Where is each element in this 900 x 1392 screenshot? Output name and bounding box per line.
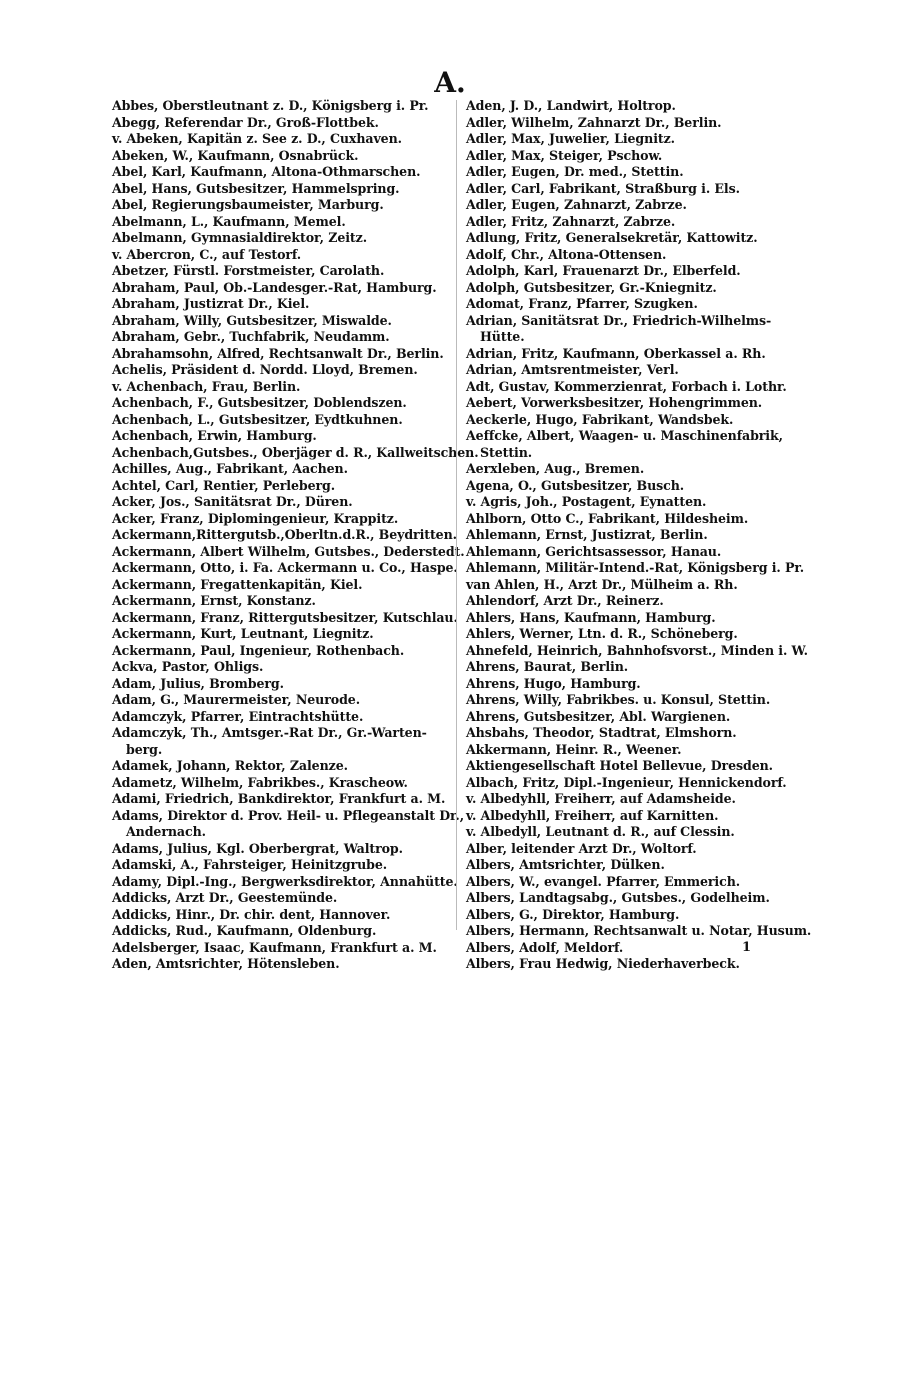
directory-entry: Abraham, Justizrat Dr., Kiel. [112, 296, 310, 311]
directory-entry: Aden, J. D., Landwirt, Holtrop. [466, 98, 676, 113]
directory-entry: Ahrens, Gutsbesitzer, Abl. Wargienen. [466, 708, 731, 724]
directory-entry: Akkermann, Heinr. R., Weener. [466, 741, 682, 757]
directory-entry: Abetzer, Fürstl. Forstmeister, Carolath. [112, 263, 385, 278]
directory-entry: Ackermann, Fregattenkapitän, Kiel. [112, 576, 363, 592]
directory-entry: Adam, Julius, Bromberg. [112, 675, 284, 691]
directory-entry: v. Abeken, Kapitän z. See z. D., Cuxhaven. [112, 131, 402, 146]
directory-entry: Achtel, Carl, Rentier, Perleberg. [112, 477, 336, 493]
directory-entry: Albers, Hermann, Rechtsanwalt u. Notar, Husum. [466, 923, 812, 938]
directory-entry: Adler, Carl, Fabrikant, Straßburg i. Els. [466, 180, 740, 196]
directory-entry: Ahlemann, Ernst, Justizrat, Berlin. [466, 527, 708, 542]
directory-entry: Aeffcke, Albert, Waagen- u. Maschinenfabrik, [466, 428, 783, 443]
directory-entry: Albach, Fritz, Dipl.-Ingenieur, Hennickendorf. [466, 774, 787, 790]
directory-entry: v. Albedyll, Leutnant d. R., auf Clessin. [466, 824, 735, 839]
directory-entry: Aebert, Vorwerksbesitzer, Hohengrimmen. [466, 395, 763, 410]
directory-entry: Ackermann, Albert Wilhelm, Gutsbes., Dederstedt. [112, 543, 465, 559]
directory-entry: Aeckerle, Hugo, Fabrikant, Wandsbek. [466, 411, 734, 427]
directory-entry: Abel, Karl, Kaufmann, Altona-Othmarschen. [112, 164, 421, 179]
directory-entry: v. Albedyhll, Freiherr, auf Karnitten. [466, 807, 719, 823]
directory-entry: Aden, Amtsrichter, Hötensleben. [112, 956, 340, 971]
directory-entry: Adelsberger, Isaac, Kaufmann, Frankfurt a. M. [112, 939, 437, 955]
directory-entry: Addicks, Arzt Dr., Geestemünde. [112, 890, 338, 905]
directory-entry: Adam, G., Maurermeister, Neurode. [112, 692, 360, 707]
directory-entry: Abegg, Referendar Dr., Groß-Flottbek. [112, 114, 379, 130]
directory-entry: Ahlborn, Otto C., Fabrikant, Hildesheim. [466, 510, 749, 526]
directory-entry: Ahnefeld, Heinrich, Bahnhofsvorst., Minden i. W. [466, 642, 808, 658]
directory-entry: Ahlers, Werner, Ltn. d. R., Schöneberg. [466, 626, 738, 641]
directory-entry: Adams, Julius, Kgl. Oberbergrat, Waltrop. [112, 840, 403, 856]
directory-entry: Abeken, W., Kaufmann, Osnabrück. [112, 147, 359, 163]
directory-entry: Achilles, Aug., Fabrikant, Aachen. [112, 461, 348, 476]
directory-entry: v. Abercron, C., auf Testorf. [112, 246, 302, 262]
directory-entry: Aktiengesellschaft Hotel Bellevue, Dresden. [466, 758, 773, 773]
directory-entry: Adler, Eugen, Dr. med., Stettin. [466, 164, 684, 179]
directory-entry: Albers, Amtsrichter, Dülken. [466, 857, 665, 872]
directory-entry: Adolph, Gutsbesitzer, Gr.-Kniegnitz. [466, 279, 717, 295]
directory-entry: Adrian, Fritz, Kaufmann, Oberkassel a. Rh. [466, 345, 766, 361]
directory-entry: Adt, Gustav, Kommerzienrat, Forbach i. Lothr. [466, 378, 787, 394]
directory-entry: Abelmann, Gymnasialdirektor, Zeitz. [112, 230, 367, 245]
directory-entry: Abel, Hans, Gutsbesitzer, Hammelspring. [112, 180, 400, 196]
column-divider [456, 100, 457, 930]
left-column [112, 98, 479, 973]
directory-entry: Acker, Franz, Diplomingenieur, Krappitz. [112, 510, 399, 526]
directory-entry: Achenbach, Erwin, Hamburg. [112, 428, 317, 443]
directory-entry: Abelmann, L., Kaufmann, Memel. [112, 213, 346, 229]
directory-entry: Ackermann, Franz, Rittergutsbesitzer, Kutschlau. [112, 609, 458, 625]
directory-entry: Ahlemann, Militär-Intend.-Rat, Königsberg i. Pr. [466, 560, 805, 575]
directory-entry: berg. [126, 741, 163, 757]
directory-entry: Albers, G., Direktor, Hamburg. [466, 906, 680, 922]
directory-entry: Abbes, Oberstleutnant z. D., Königsberg i. Pr. [112, 98, 429, 113]
directory-entry: Abrahamsohn, Alfred, Rechtsanwalt Dr., Berlin. [112, 345, 444, 361]
directory-entry: Abraham, Paul, Ob.-Landesger.-Rat, Hamburg. [112, 279, 437, 295]
directory-entry: Ackermann, Paul, Ingenieur, Rothenbach. [112, 642, 405, 658]
directory-entry: Ahrens, Willy, Fabrikbes. u. Konsul, Stettin. [466, 692, 771, 707]
directory-entry: Alber, leitender Arzt Dr., Woltorf. [466, 840, 697, 856]
right-column [466, 98, 812, 973]
page-number: 1 [742, 940, 752, 955]
directory-entry: Adamczyk, Th., Amtsger.-Rat Dr., Gr.-Warten- [112, 725, 427, 740]
page-letter-heading: A. [434, 66, 466, 99]
directory-entry: Addicks, Rud., Kaufmann, Oldenburg. [112, 923, 377, 938]
directory-entry: Addicks, Hinr., Dr. chir. dent, Hannover. [112, 906, 391, 922]
directory-entry: Ahlers, Hans, Kaufmann, Hamburg. [466, 609, 716, 625]
directory-entry: Albers, Frau Hedwig, Niederhaverbeck. [466, 956, 740, 971]
directory-entry: Adlung, Fritz, Generalsekretär, Kattowitz. [466, 230, 758, 245]
directory-entry: v. Agris, Joh., Postagent, Eynatten. [466, 494, 707, 509]
directory-entry: Achelis, Präsident d. Nordd. Lloyd, Bremen. [112, 362, 418, 377]
directory-entry: v. Albedyhll, Freiherr, auf Adamsheide. [466, 791, 736, 806]
directory-entry: Adler, Eugen, Zahnarzt, Zabrze. [466, 197, 687, 212]
directory-entry: Adolph, Karl, Frauenarzt Dr., Elberfeld. [466, 263, 741, 278]
directory-entry: Abraham, Willy, Gutsbesitzer, Miswalde. [112, 312, 392, 328]
directory-entry: Adamczyk, Pfarrer, Eintrachtshütte. [112, 708, 364, 724]
directory-entry: Adrian, Amtsrentmeister, Verl. [466, 362, 679, 377]
directory-entry: Albers, W., evangel. Pfarrer, Emmerich. [466, 873, 741, 889]
directory-entry: Aerxleben, Aug., Bremen. [466, 461, 645, 476]
directory-entry: Ahlendorf, Arzt Dr., Reinerz. [466, 593, 664, 608]
directory-entry: Albers, Landtagsabg., Gutsbes., Godelheim. [466, 890, 770, 905]
directory-entry: Ahrens, Baurat, Berlin. [466, 659, 629, 674]
directory-entry: Agena, O., Gutsbesitzer, Busch. [466, 477, 685, 493]
directory-entry: Ahrens, Hugo, Hamburg. [466, 675, 641, 691]
directory-entry: Ackermann, Kurt, Leutnant, Liegnitz. [112, 626, 374, 641]
directory-entry: Adler, Fritz, Zahnarzt, Zabrze. [466, 213, 676, 229]
directory-entry: Abraham, Gebr., Tuchfabrik, Neudamm. [112, 329, 390, 344]
directory-entry: Abel, Regierungsbaumeister, Marburg. [112, 197, 384, 212]
directory-entry: Adler, Wilhelm, Zahnarzt Dr., Berlin. [466, 114, 722, 130]
directory-entry: v. Achenbach, Frau, Berlin. [112, 378, 301, 394]
directory-entry: Ackermann,Rittergutsb.,Oberltn.d.R., Beydritten. [112, 527, 457, 542]
directory-entry: Ackermann, Otto, i. Fa. Ackermann u. Co., Haspe. [112, 560, 458, 575]
directory-entry: Adolf, Chr., Altona-Ottensen. [466, 246, 667, 262]
directory-entry: Adler, Max, Juwelier, Liegnitz. [466, 131, 675, 146]
directory-entry: Ackva, Pastor, Ohligs. [112, 659, 264, 674]
directory-entry: Ackermann, Ernst, Konstanz. [112, 593, 316, 608]
directory-entry: Ahsbahs, Theodor, Stadtrat, Elmshorn. [466, 725, 737, 740]
directory-entry: Stettin. [480, 444, 533, 460]
directory-entry: Adamski, A., Fahrsteiger, Heinitzgrube. [112, 857, 388, 872]
directory-entry: Andernach. [126, 824, 206, 839]
directory-entry: Adomat, Franz, Pfarrer, Szugken. [466, 296, 698, 311]
directory-entry: van Ahlen, H., Arzt Dr., Mülheim a. Rh. [466, 576, 738, 592]
directory-entry: Achenbach, L., Gutsbesitzer, Eydtkuhnen. [112, 411, 403, 427]
directory-entry: Adamy, Dipl.-Ing., Bergwerksdirektor, Annahütte. [112, 873, 458, 889]
directory-entry: Adrian, Sanitätsrat Dr., Friedrich-Wilhelms- [466, 312, 772, 328]
directory-entry: Adams, Direktor d. Prov. Heil- u. Pflegeanstalt Dr., [112, 807, 464, 823]
directory-entry: Acker, Jos., Sanitätsrat Dr., Düren. [112, 494, 353, 509]
directory-entry: Adametz, Wilhelm, Fabrikbes., Krascheow. [112, 774, 408, 790]
directory-entry: Hütte. [480, 329, 525, 344]
directory-entry: Adler, Max, Steiger, Pschow. [466, 147, 663, 163]
directory-entry: Achenbach,Gutsbes., Oberjäger d. R., Kallweitschen. [112, 444, 479, 460]
directory-entry: Ahlemann, Gerichtsassessor, Hanau. [466, 543, 722, 559]
directory-entry: Achenbach, F., Gutsbesitzer, Doblendszen. [112, 395, 407, 410]
directory-entry: Adami, Friedrich, Bankdirektor, Frankfurt a. M. [112, 791, 446, 806]
directory-entry: Albers, Adolf, Meldorf. [466, 939, 624, 955]
directory-entry: Adamek, Johann, Rektor, Zalenze. [112, 758, 348, 773]
